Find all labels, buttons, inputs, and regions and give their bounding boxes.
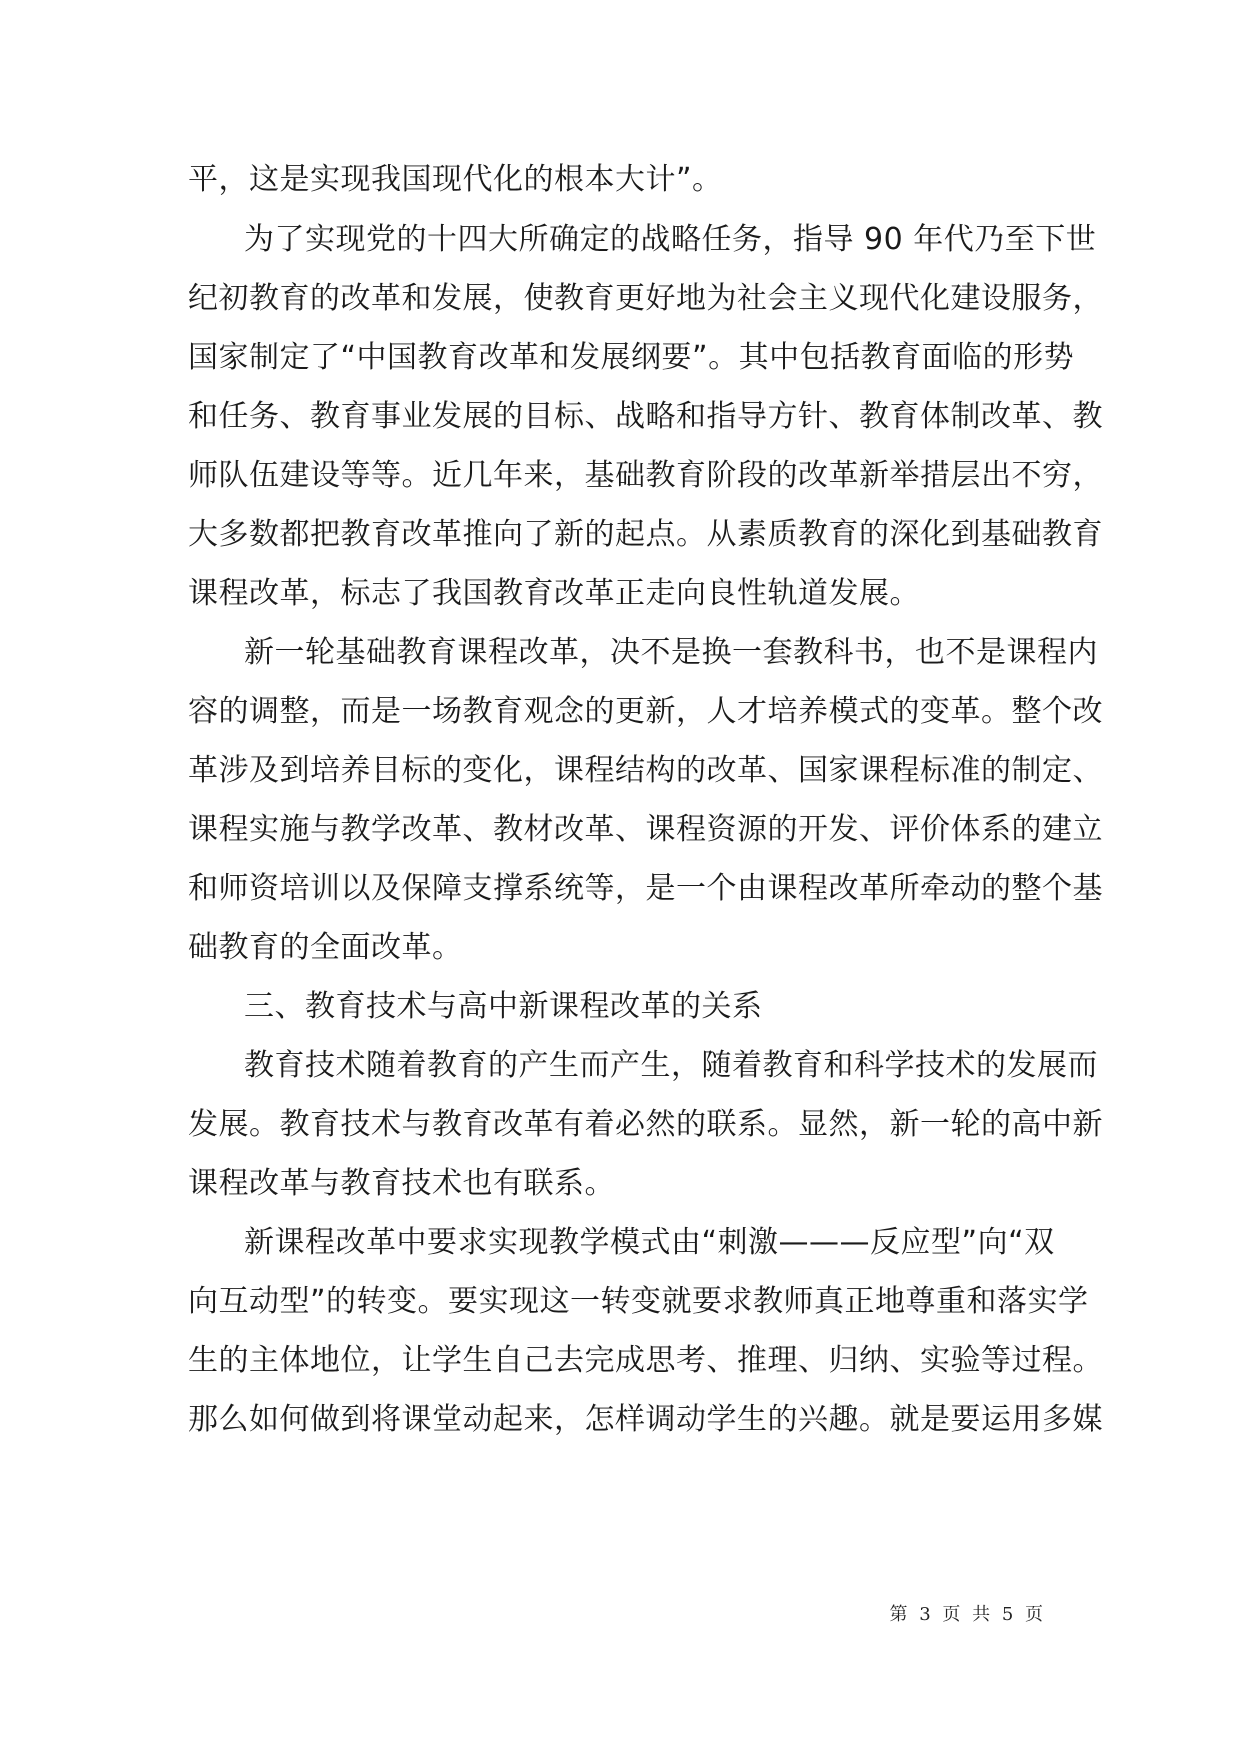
page-number-footer: 第 3 页 共 5 页	[889, 1604, 1046, 1625]
text-line: 平，这是实现我国现代化的根本大计”。	[188, 162, 723, 197]
text-line: 革涉及到培养目标的变化，课程结构的改革、国家课程标准的制定、	[188, 753, 1103, 788]
text-line: 新一轮基础教育课程改革，决不是换一套教科书，也不是课程内	[244, 635, 1098, 670]
text-line: 课程改革，标志了我国教育改革正走向良性轨道发展。	[188, 576, 920, 611]
text-line: 发展。教育技术与教育改革有着必然的联系。显然，新一轮的高中新	[188, 1107, 1103, 1142]
text-line: 容的调整，而是一场教育观念的更新，人才培养模式的变革。整个改	[188, 694, 1103, 729]
text-line: 国家制定了“中国教育改革和发展纲要”。其中包括教育面临的形势	[188, 340, 1075, 375]
text-line: 课程实施与教学改革、教材改革、课程资源的开发、评价体系的建立	[188, 812, 1103, 847]
text-line: 教育技术随着教育的产生而产生，随着教育和科学技术的发展而	[244, 1048, 1098, 1083]
text-line: 为了实现党的十四大所确定的战略任务，指导 90 年代乃至下世	[244, 222, 1097, 257]
text-line: 课程改革与教育技术也有联系。	[188, 1166, 615, 1201]
text-line: 大多数都把教育改革推向了新的起点。从素质教育的深化到基础教育	[188, 517, 1103, 552]
text-line: 纪初教育的改革和发展，使教育更好地为社会主义现代化建设服务，	[188, 281, 1103, 316]
text-line: 础教育的全面改革。	[188, 930, 463, 965]
text-line: 和任务、教育事业发展的目标、战略和指导方针、教育体制改革、教	[188, 399, 1103, 434]
section-heading: 三、教育技术与高中新课程改革的关系	[244, 989, 763, 1024]
text-line: 那么如何做到将课堂动起来，怎样调动学生的兴趣。就是要运用多媒	[188, 1402, 1103, 1437]
text-line: 师队伍建设等等。近几年来，基础教育阶段的改革新举措层出不穷，	[188, 458, 1103, 493]
text-line: 生的主体地位，让学生自己去完成思考、推理、归纳、实验等过程。	[188, 1343, 1103, 1378]
text-line: 向互动型”的转变。要实现这一转变就要求教师真正地尊重和落实学	[188, 1284, 1089, 1319]
text-line: 新课程改革中要求实现教学模式由“刺激———反应型”向“双	[244, 1225, 1055, 1260]
text-line: 和师资培训以及保障支撑系统等，是一个由课程改革所牵动的整个基	[188, 871, 1103, 906]
